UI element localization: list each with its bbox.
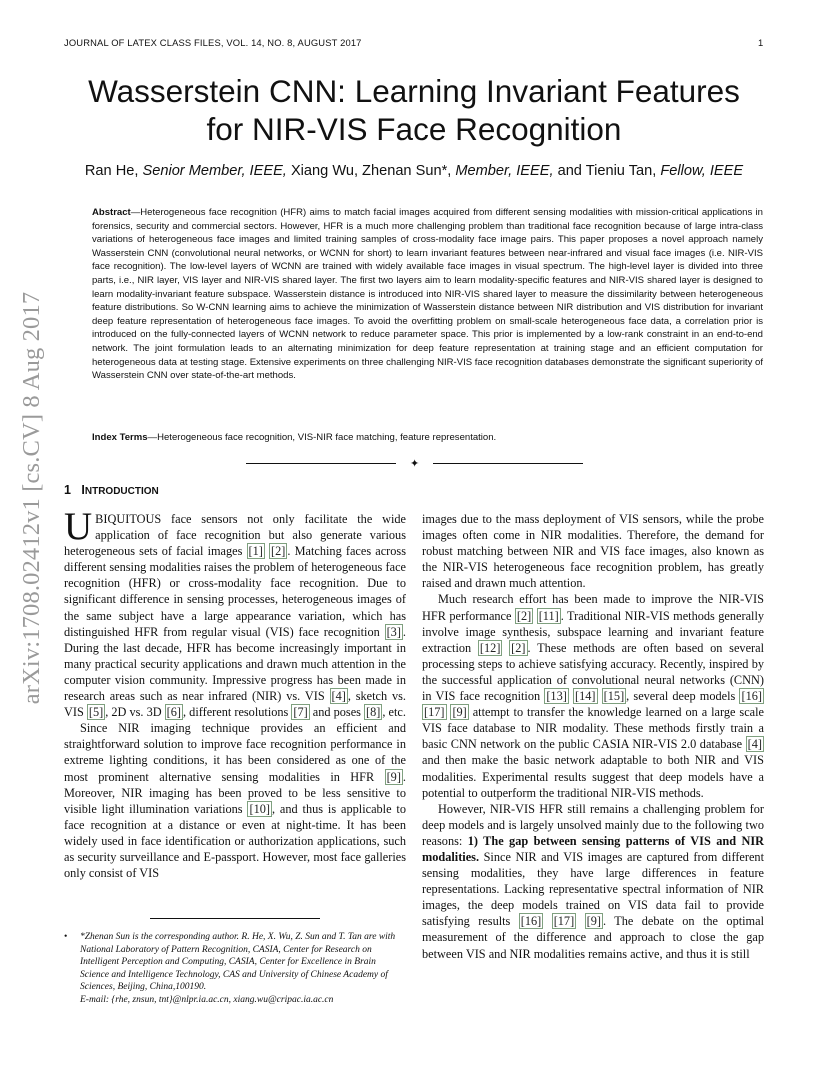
text: Since NIR imaging technique provides an efficient and straightforward solution to improve face recognition performance in extreme lighting conditions, it has been considered as one of the most prominent alternative sensing modalities in HFR [64, 721, 406, 784]
citation-link[interactable]: [11] [538, 608, 559, 623]
author-2: Xiang Wu, Zhenan Sun*, [290, 163, 452, 179]
author-list [0, 163, 828, 179]
drop-cap: U [64, 505, 93, 548]
text: . The debate on the optimal measurement of the difference and approach to close the gap between VIS and NIR modalities remains active, and thus it is still [422, 914, 764, 961]
text: . During the last decade, HFR has become increasingly important in many practical security applications and drawn much attention in the computer vision community. Impressive progress has been made in research areas such as near infrared (NIR) vs. VIS [64, 624, 406, 704]
index-terms [92, 432, 763, 443]
footnote-rule [150, 918, 320, 919]
citation-link[interactable]: [13] [546, 689, 567, 704]
section-heading [64, 483, 159, 497]
text: and poses [309, 705, 365, 720]
text: . Matching faces across different sensing modalities raises the problem of heterogeneous face recognition (HFR) or cross-modality face recognition. Due to significant difference in sensing processes, heterogeneous images of the same subject have a large appearance variation, which has distinguished HFR from regular visual (VIS) face recognition [64, 544, 406, 639]
paragraph [64, 505, 406, 720]
text: . These methods are often based on several processing steps to achieve satisfying accuracy. Recently, inspired by the successful application of convolutional neural networks (CNN) in VIS face recognition [422, 640, 765, 704]
text: Much research effort has been made to improve the NIR-VIS HFR performance [422, 592, 764, 623]
citation-link[interactable]: [5] [88, 705, 104, 720]
citation-link[interactable]: [7] [293, 705, 308, 720]
citation-link[interactable]: [12] [479, 640, 501, 655]
paragraph [422, 591, 764, 800]
arxiv-watermark [14, 258, 50, 738]
author-2-role: Member, IEEE, [455, 163, 554, 179]
text: , etc. [382, 705, 406, 720]
author-3-role: Fellow, IEEE [660, 163, 744, 179]
citation-link[interactable]: [2] [511, 640, 526, 655]
footnote-text: *Zhenan Sun is the corresponding author. R. He, X. Wu, Z. Sun and T. Tan are with National Laboratory of Pattern Recognition, CASIA, Center for Research on Intelligent Perception and Computing, CASIA, Center for Excellence in Brain Science and Intelligence Technology, CAS and University of Chinese Academy of Sciences, Beijing, China,100190. [80, 932, 396, 993]
text: Since NIR and VIS images are captured from different sensing modalities, they have large differences in feature representations. Lacking representative spectral information of NIR images, the deep models trained on VIS data fail to provide satisfying results [422, 849, 764, 929]
section-title-rest: NTRODUCTION [84, 486, 159, 497]
citation-link[interactable]: [9] [386, 769, 401, 784]
paragraph [422, 801, 764, 962]
footnote-email: E-mail: {rhe, znsun, tnt}@nlpr.ia.ac.cn, xiang.wu@cripac.ia.ac.cn [80, 994, 334, 1005]
section-number: 1 [64, 483, 71, 497]
citation-link[interactable]: [4] [331, 689, 346, 704]
citation-link[interactable]: [9] [586, 914, 601, 929]
text: . Traditional NIR-VIS methods generally involve image synthesis, subspace learning and invariant feature extraction [422, 608, 765, 655]
citation-link[interactable]: [17] [424, 705, 445, 720]
citation-link[interactable]: [8] [366, 705, 381, 720]
author-1-role: Senior Member, IEEE, [142, 163, 287, 179]
index-terms-label: Index Terms [92, 432, 148, 443]
text: , 2D vs. 3D [105, 705, 165, 720]
abstract [92, 206, 763, 383]
citation-link[interactable]: [14] [575, 689, 596, 704]
citation-link[interactable]: [1] [248, 544, 263, 559]
citation-link[interactable]: [15] [603, 689, 625, 704]
divider-line-right [433, 463, 583, 464]
abstract-text: —Heterogeneous face recognition (HFR) aims to match facial images acquired from different sensing modalities with mission-critical applications in forensics, security and commercial sectors. However, HFR is a much more challenging problem than traditional face recognition because of large intra-class variations of heterogeneous face images and limited training samples of cross-modality face image pairs. This paper proposes a novel approach namely Wasserstein CNN (convolutional neural networks, or WCNN for short) to learn invariant features between near-infrared and visual face images (i.e. NIR-VIS face recognition). The low-level layers of WCNN are trained with widely available face images in visual spectrum. The high-level layer is divided into three parts, i.e., NIR layer, VIS layer and NIR-VIS shared layer. The first two layers aim to learn modality-specific features and NIR-VIS shared layer is designed to learn modality-invariant feature subspace. Wasserstein distance is introduced into NIR-VIS shared layer to measure the dissimilarity between heterogeneous feature distributions. So W-CNN learning aims to achieve the minimization of Wasserstein distance between NIR distribution and VIS distribution for invariant deep feature representation of heterogeneous face images. To avoid the overfitting problem on small-scale heterogeneous face data, a correlation prior is introduced on the fully-connected layers of WCNN network to reduce parameter space. This prior is implemented by a low-rank constraint in an end-to-end network. The joint formulation leads to an alternating minimization for deep feature representation at training stage and an efficient computation for heterogeneous data at testing stage. Extensive experiments on three challenging NIR-VIS face recognition databases demonstrate the significant superiority of Wasserstein CNN over state-of-the-art methods. [92, 207, 763, 382]
text: face sensors not only facilitate the wide application of face recognition but also generate various heterogeneous sets of facial images [64, 512, 406, 559]
text: . Moreover, NIR imaging has been proved to be less sensitive to visible light illumination variations [64, 769, 406, 816]
text: attempt to transfer the knowledge learned on a large scale VIS face database to NIR modality. These methods firstly train a basic CNN network on the public CASIA NIR-VIS 2.0 database [422, 705, 764, 752]
smallcaps-word: BIQUITOUS [95, 512, 162, 526]
citation-link[interactable]: [2] [516, 608, 532, 623]
citation-link[interactable]: [10] [249, 801, 270, 816]
title-line-1: Wasserstein CNN: Learning Invariant Features [88, 73, 740, 109]
section-title-initial: I [81, 483, 85, 497]
citation-link[interactable]: [3] [386, 624, 401, 639]
citation-link[interactable]: [16] [741, 689, 762, 704]
column-right [422, 511, 764, 962]
divider-line-left [246, 463, 396, 464]
paragraph [64, 720, 406, 881]
text: , and thus is applicable to face recognition at a distance or even at night-time. It has been widely used in face identification or authorization applications, such as security surveillance and E-passport. However, most face galleries only consist of VIS [64, 801, 406, 881]
citation-link[interactable]: [2] [271, 544, 286, 559]
paper-title [0, 72, 828, 148]
author-3: and Tieniu Tan, [557, 163, 657, 179]
citation-link[interactable]: [16] [520, 914, 542, 929]
text: and then make the basic network adaptable to both NIR and VIS modalities. Experimental results suggest that deep models have a potential to outperform the traditional NIR-VIS methods. [422, 753, 764, 800]
running-head: JOURNAL OF LATEX CLASS FILES, VOL. 14, NO. 8, AUGUST 2017 [64, 37, 362, 48]
citation-link[interactable]: [6] [166, 705, 182, 720]
footnote-body [80, 931, 406, 1007]
citation-link[interactable]: [17] [553, 914, 575, 929]
footnote-bullet: • [64, 932, 68, 942]
divider-ornament: ✦ [410, 458, 420, 470]
author-1: Ran He, [84, 163, 139, 179]
page-number: 1 [758, 37, 764, 48]
text: , different resolutions [183, 705, 292, 720]
arxiv-id: arXiv:1708.02412v1 [cs.CV] 8 Aug 2017 [18, 291, 45, 705]
title-line-2: for NIR-VIS Face Recognition [206, 111, 622, 147]
text: , several deep models [626, 689, 740, 704]
citation-link[interactable]: [9] [452, 705, 467, 720]
text: However, NIR-VIS HFR still remains a challenging problem for deep models and is largely unsolved mainly due to the following two reasons: [422, 801, 764, 848]
abstract-label: Abstract [92, 207, 131, 218]
column-left [64, 505, 406, 881]
section-divider [246, 458, 583, 470]
index-terms-text: —Heterogeneous face recognition, VIS-NIR face matching, feature representation. [147, 432, 497, 443]
paragraph: images due to the mass deployment of VIS sensors, while the probe images often come in NIR modalities. Therefore, the demand for robust matching between NIR and VIS face images, also known as the NIR-VIS heterogeneous face recognition problem, has greatly raised and drawn much attention. [422, 512, 764, 591]
citation-link[interactable]: [4] [747, 737, 762, 752]
bold-phrase: 1) The gap between sensing patterns of VIS and NIR modalities. [422, 833, 764, 864]
text: , sketch vs. VIS [64, 689, 406, 720]
